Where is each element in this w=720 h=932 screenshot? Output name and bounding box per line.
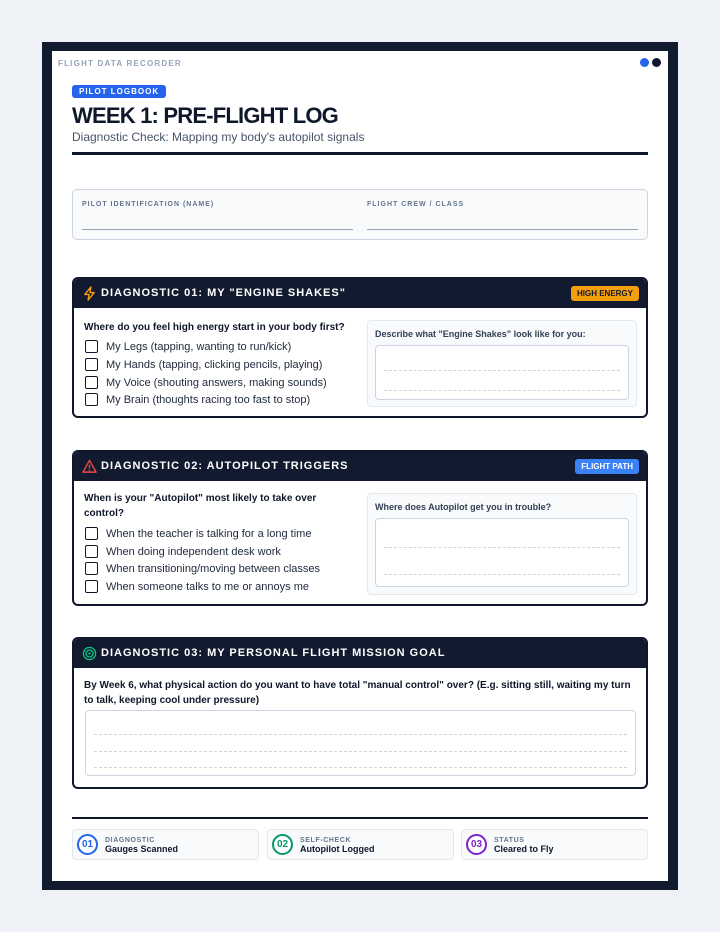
- lightning-bolt-icon: [82, 286, 97, 301]
- writing-line: [94, 751, 627, 752]
- step-gauges-scanned: [72, 829, 259, 860]
- step-number-badge: 02: [272, 834, 293, 855]
- diagnostic-03-card: [72, 637, 648, 789]
- engine-shakes-answer-box[interactable]: [375, 345, 629, 400]
- checkbox[interactable]: [85, 562, 98, 575]
- diagnostic-01-question: Where do you feel high energy start in your body first?: [84, 322, 345, 333]
- step-label: Autopilot Logged: [300, 844, 375, 854]
- flight-path-tag: FLIGHT PATH: [575, 459, 639, 474]
- writing-line: [94, 734, 627, 735]
- diagnostic-01-card: [72, 277, 648, 418]
- writing-line: [384, 370, 620, 371]
- warning-triangle-icon: [82, 459, 97, 474]
- diagnostic-02-card: [72, 450, 648, 606]
- autopilot-trouble-answer-box[interactable]: [375, 518, 629, 587]
- option-label: When the teacher is talking for a long time: [106, 528, 312, 540]
- step-kicker: DIAGNOSTIC: [105, 837, 155, 844]
- diagnostic-03-title: DIAGNOSTIC 03: MY PERSONAL FLIGHT MISSION GOAL: [101, 647, 446, 659]
- writing-line: [384, 574, 620, 575]
- flight-crew-label: FLIGHT CREW / CLASS: [367, 201, 465, 208]
- checkbox[interactable]: [85, 358, 98, 371]
- page-subtitle: Diagnostic Check: Mapping my body's autopilot signals: [72, 130, 365, 144]
- option-label: My Brain (thoughts racing too fast to stop): [106, 394, 311, 406]
- writing-line: [384, 390, 620, 391]
- step-kicker: STATUS: [494, 837, 525, 844]
- autopilot-trouble-panel: [367, 493, 637, 595]
- footer-divider: [72, 817, 648, 819]
- step-kicker: SELF-CHECK: [300, 837, 352, 844]
- option-label: My Legs (tapping, wanting to run/kick): [106, 341, 292, 353]
- checkbox[interactable]: [85, 527, 98, 540]
- diagnostic-02-title: DIAGNOSTIC 02: AUTOPILOT TRIGGERS: [101, 460, 349, 472]
- checkbox[interactable]: [85, 340, 98, 353]
- diagnostic-01-header: [74, 279, 646, 308]
- checkbox[interactable]: [85, 580, 98, 593]
- diagnostic-03-header: [74, 639, 646, 668]
- step-autopilot-logged: [267, 829, 454, 860]
- high-energy-tag: HIGH ENERGY: [571, 286, 639, 301]
- pilot-name-field[interactable]: [82, 229, 353, 230]
- diagnostic-03-question: By Week 6, what physical action do you want to have total "manual control" over? (E.g. sitting still, waiting my turn to talk, keeping cool under pressure): [84, 680, 631, 706]
- step-cleared-to-fly: [461, 829, 648, 860]
- checkbox[interactable]: [85, 545, 98, 558]
- pilot-name-label: PILOT IDENTIFICATION (NAME): [82, 201, 215, 208]
- checkbox[interactable]: [85, 376, 98, 389]
- option-label: My Hands (tapping, clicking pencils, playing): [106, 359, 323, 371]
- diagnostic-01-title: DIAGNOSTIC 01: MY "ENGINE SHAKES": [101, 287, 346, 299]
- writing-line: [94, 767, 627, 768]
- option-label: When doing independent desk work: [106, 546, 281, 558]
- engine-shakes-panel: [367, 320, 637, 407]
- logbook-badge: PILOT LOGBOOK: [72, 85, 166, 98]
- checkbox[interactable]: [85, 393, 98, 406]
- option-label: My Voice (shouting answers, making sounds): [106, 377, 327, 389]
- step-label: Cleared to Fly: [494, 844, 554, 854]
- step-number-badge: 03: [466, 834, 487, 855]
- dark-dot-icon: [652, 58, 661, 67]
- flight-crew-field[interactable]: [367, 229, 638, 230]
- autopilot-trouble-prompt: Where does Autopilot get you in trouble?: [375, 502, 552, 512]
- writing-line: [384, 547, 620, 548]
- engine-shakes-prompt: Describe what "Engine Shakes" look like for you:: [375, 329, 586, 339]
- step-label: Gauges Scanned: [105, 844, 179, 854]
- diagnostic-02-header: [74, 452, 646, 481]
- title-divider: [72, 152, 648, 155]
- diagnostic-02-question: When is your "Autopilot" most likely to take over control?: [84, 493, 317, 519]
- option-label: When transitioning/moving between classes: [106, 563, 321, 575]
- target-icon: [82, 646, 97, 661]
- option-label: When someone talks to me or annoys me: [106, 581, 309, 593]
- step-number-badge: 01: [77, 834, 98, 855]
- blue-dot-icon: [640, 58, 649, 67]
- mission-goal-answer-box[interactable]: [85, 710, 636, 776]
- recorder-label: FLIGHT DATA RECORDER: [58, 59, 182, 68]
- page-title: WEEK 1: PRE-FLIGHT LOG: [72, 103, 338, 128]
- pilot-identification-panel: [72, 189, 648, 240]
